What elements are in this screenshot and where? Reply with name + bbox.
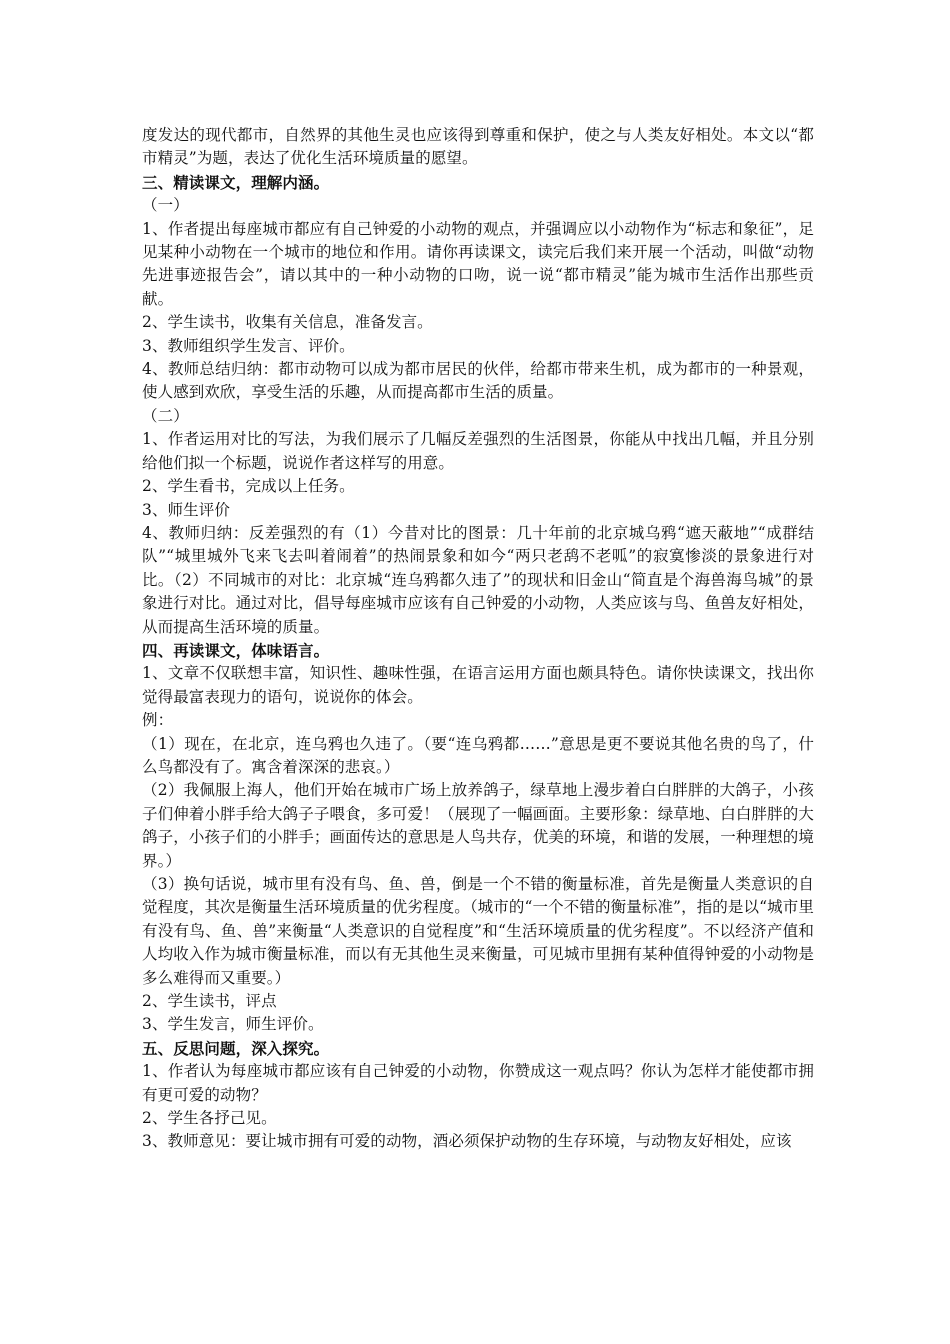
example-item-1: （1）现在，在北京，连乌鸦也久违了。（要“连乌鸦都……”意思是更不要说其他名贵的鸟了，什么鸟都没有了。寓含着深深的悲哀。） [142,734,814,776]
subsection-label-1: （一） [142,196,189,215]
paragraph-activity-task: 1、作者提出每座城市都应有自己钟爱的小动物的观点，并强调应以小动物作为“标志和象征”，足见某种小动物在一个城市的地位和作用。请你再读课文，读完后我们来开展一个活动，叫做“动物先进事迹报告会”，请以其中的一种小动物的口吻，说一说“都市精灵”能为城市生活作出那些贡献。 [142,219,814,308]
paragraph-teacher-summary: 4、教师总结归纳：都市动物可以成为都市居民的伙伴，给都市带来生机，成为都市的一种景观，使人感到欢欣，享受生活的乐趣，从而提高都市生活的质量。 [142,360,814,402]
example-label: 例： [142,711,174,730]
example-item-2: （2）我佩服上海人，他们开始在城市广场上放养鸽子，绿草地上漫步着白白胖胖的大鸽子，小孩子们伸着小胖手给大鸽子子喂食，多可爱！（展现了一幅画面。主要形象：绿草地、白白胖胖的大鸽子，小孩子们的小胖手；画面传达的意思是人鸟共存，优美的环境，和谐的发展，一种理想的境界。） [142,781,814,870]
paragraph-evaluation: 3、师生评价 [142,500,230,519]
paragraph-student-read: 2、学生读书，收集有关信息，准备发言。 [142,313,433,332]
paragraph-student-speak: 3、学生发言，师生评价。 [142,1015,324,1034]
paragraph-contrast-task: 1、作者运用对比的写法，为我们展示了几幅反差强烈的生活图景，你能从中找出几幅，并且分别给他们拟一个标题，说说作者这样写的用意。 [142,430,814,472]
subsection-label-2: （二） [142,406,189,425]
paragraph-student-complete: 2、学生看书，完成以上任务。 [142,477,355,496]
paragraph-student-opinions: 2、学生各抒己见。 [142,1109,277,1128]
section-heading-5: 五、反思问题，深入探究。 [142,1038,330,1058]
paragraph-student-annotate: 2、学生读书，评点 [142,992,277,1011]
document-page [142,124,814,1154]
paragraph-intro-continuation: 度发达的现代都市，自然界的其他生灵也应该得到尊重和保护，使之与人类友好相处。本文以“都市精灵”为题，表达了优化生活环境质量的愿望。 [142,126,814,168]
paragraph-language-task: 1、文章不仅联想丰富，知识性、趣味性强，在语言运用方面也颇具特色。请你快读课文，找出你觉得最富表现力的语句，说说你的体会。 [142,664,814,706]
section-heading-4: 四、再读课文，体味语言。 [142,640,330,660]
paragraph-reflection-question: 1、作者认为每座城市都应该有自己钟爱的小动物，你赞成这一观点吗？你认为怎样才能使都市拥有更可爱的动物？ [142,1062,814,1104]
paragraph-teacher-conclusion: 4、教师归纳：反差强烈的有（1）今昔对比的图景：几十年前的北京城乌鸦“遮天蔽地”“成群结队”“城里城外飞来飞去叫着闹着”的热闹景象和如今“两只老鸹不老呱”的寂寞惨淡的景象进行对比。（2）不同城市的对比：北京城“连乌鸦都久违了”的现状和旧金山“简直是个海兽海鸟城”的景象进行对比。通过对比，倡导每座城市应该有自己钟爱的小动物，人类应该与鸟、鱼兽友好相处，从而提高生活环境的质量。 [142,523,814,636]
section-heading-3: 三、精读课文，理解内涵。 [142,172,330,192]
example-item-3: （3）换句话说，城市里有没有鸟、鱼、兽，倒是一个不错的衡量标准，首先是衡量人类意识的自觉程度，其次是衡量生活环境质量的优劣程度。（城市的“一个不错的衡量标准”，指的是以“城市里有没有鸟、鱼、兽”来衡量“人类意识的自觉程度”和“生活环境质量的优劣程度”。不以经济产值和人均收入作为城市衡量标准，而以有无其他生灵来衡量，可见城市里拥有某种值得钟爱的小动物是多么难得而又重要。） [142,875,814,987]
paragraph-teacher-opinion: 3、教师意见：要让城市拥有可爱的动物，酒必须保护动物的生存环境，与动物友好相处，应该 [142,1132,792,1151]
paragraph-teacher-organize: 3、教师组织学生发言、评价。 [142,336,355,355]
